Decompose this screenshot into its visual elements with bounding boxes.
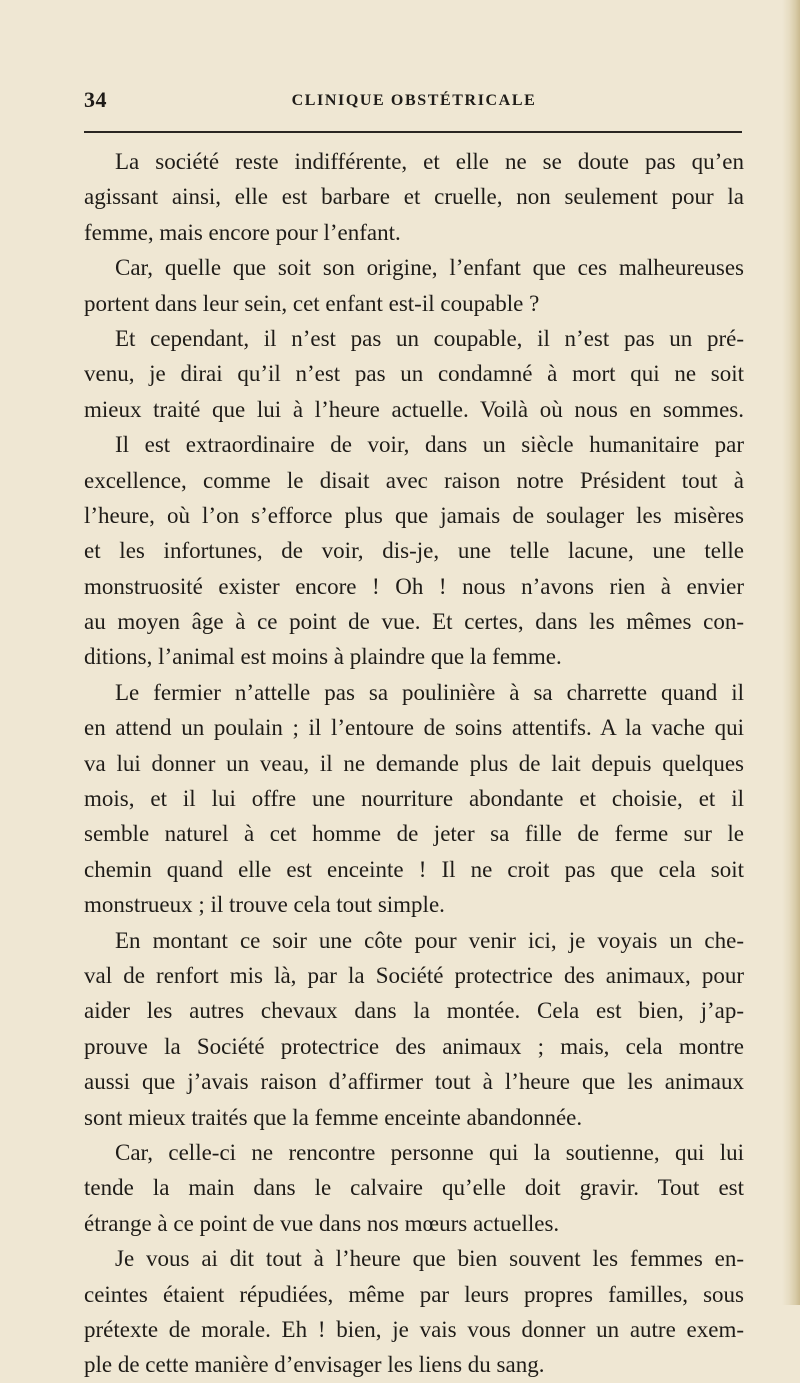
text-line: Car, celle-ci ne rencontre personne qui la soutienne, qui lui [115,1139,744,1165]
text-line: semble naturel à cet homme de jeter sa fille de ferme sur le [84,821,744,847]
text-line: excellence, comme le disait avec raison notre Président tout à [84,467,744,493]
text-line: mieux traité que lui à l’heure actuelle. Voilà où nous en sommes. [84,396,744,422]
header-rule [84,131,742,133]
text-line: mois, et il lui offre une nourriture abondante et choisie, et il [84,786,744,812]
page-edge-shadow [782,0,800,1305]
text-line: femme, mais encore pour l’enfant. [84,219,401,245]
page-header [84,87,744,117]
text-line: val de renfort mis là, par la Société protectrice des animaux, pour [84,962,744,988]
text-line: ple de cette manière d’envisager les liens du sang. [84,1352,545,1378]
text-line: portent dans leur sein, cet enfant est-il coupable ? [84,290,540,316]
text-line: tende la main dans le calvaire qu’elle doit gravir. Tout est [84,1175,744,1201]
text-line: monstrueux ; il trouve cela tout simple. [84,892,445,918]
text-line: et les infortunes, de voir, dis-je, une telle lacune, une telle [84,538,744,564]
text-line: Il est extraordinaire de voir, dans un siècle humanitaire par [115,432,744,458]
text-line: Car, quelle que soit son origine, l’enfant que ces malheureuses [115,255,744,281]
text-line: va lui donner un veau, il ne demande plus de lait depuis quelques [84,750,744,776]
text-line: Le fermier n’attelle pas sa poulinière à sa charrette quand il [115,679,744,705]
text-line: La société reste indifférente, et elle ne se doute pas qu’en [115,149,744,174]
text-line: ceintes étaient répudiées, même par leurs propres familles, sous [84,1281,744,1307]
text-line: l’heure, où l’on s’efforce plus que jamais de soulager les misères [84,502,744,528]
text-line: prétexte de morale. Eh ! bien, je vais vous donner un autre exem- [84,1316,744,1342]
text-line: en attend un poulain ; il l’entoure de soins attentifs. A la vache qui [84,715,744,741]
text-line: ditions, l’animal est moins à plaindre que la femme. [84,644,562,670]
body-text [84,144,744,1383]
running-title: CLINIQUE OBSTÉTRICALE [291,92,537,109]
text-line: sont mieux traités que la femme enceinte abandonnée. [84,1104,583,1130]
text-line: prouve la Société protectrice des animaux ; mais, cela montre [84,1033,744,1059]
text-line: agissant ainsi, elle est barbare et cruelle, non seulement pour la [84,184,744,210]
text-line: Et cependant, il n’est pas un coupable, il n’est pas un pré- [115,325,744,351]
page-number: 34 [84,87,107,112]
text-line: étrange à ce point de vue dans nos mœurs actuelles. [84,1210,560,1236]
text-line: chemin quand elle est enceinte ! Il ne croit pas que cela soit [84,856,744,882]
text-line: au moyen âge à ce point de vue. Et certes, dans les mêmes con- [84,609,744,635]
text-line: aussi que j’avais raison d’affirmer tout à l’heure que les animaux [84,1069,744,1095]
text-line: En montant ce soir une côte pour venir ici, je voyais un che- [115,927,744,953]
text-line: Je vous ai dit tout à l’heure que bien souvent les femmes en- [115,1246,744,1272]
text-line: aider les autres chevaux dans la montée. Cela est bien, j’ap- [84,998,744,1024]
text-line: monstruosité exister encore ! Oh ! nous n’avons rien à envier [84,573,744,599]
text-line: venu, je dirai qu’il n’est pas un condamné à mort qui ne soit [84,361,744,387]
